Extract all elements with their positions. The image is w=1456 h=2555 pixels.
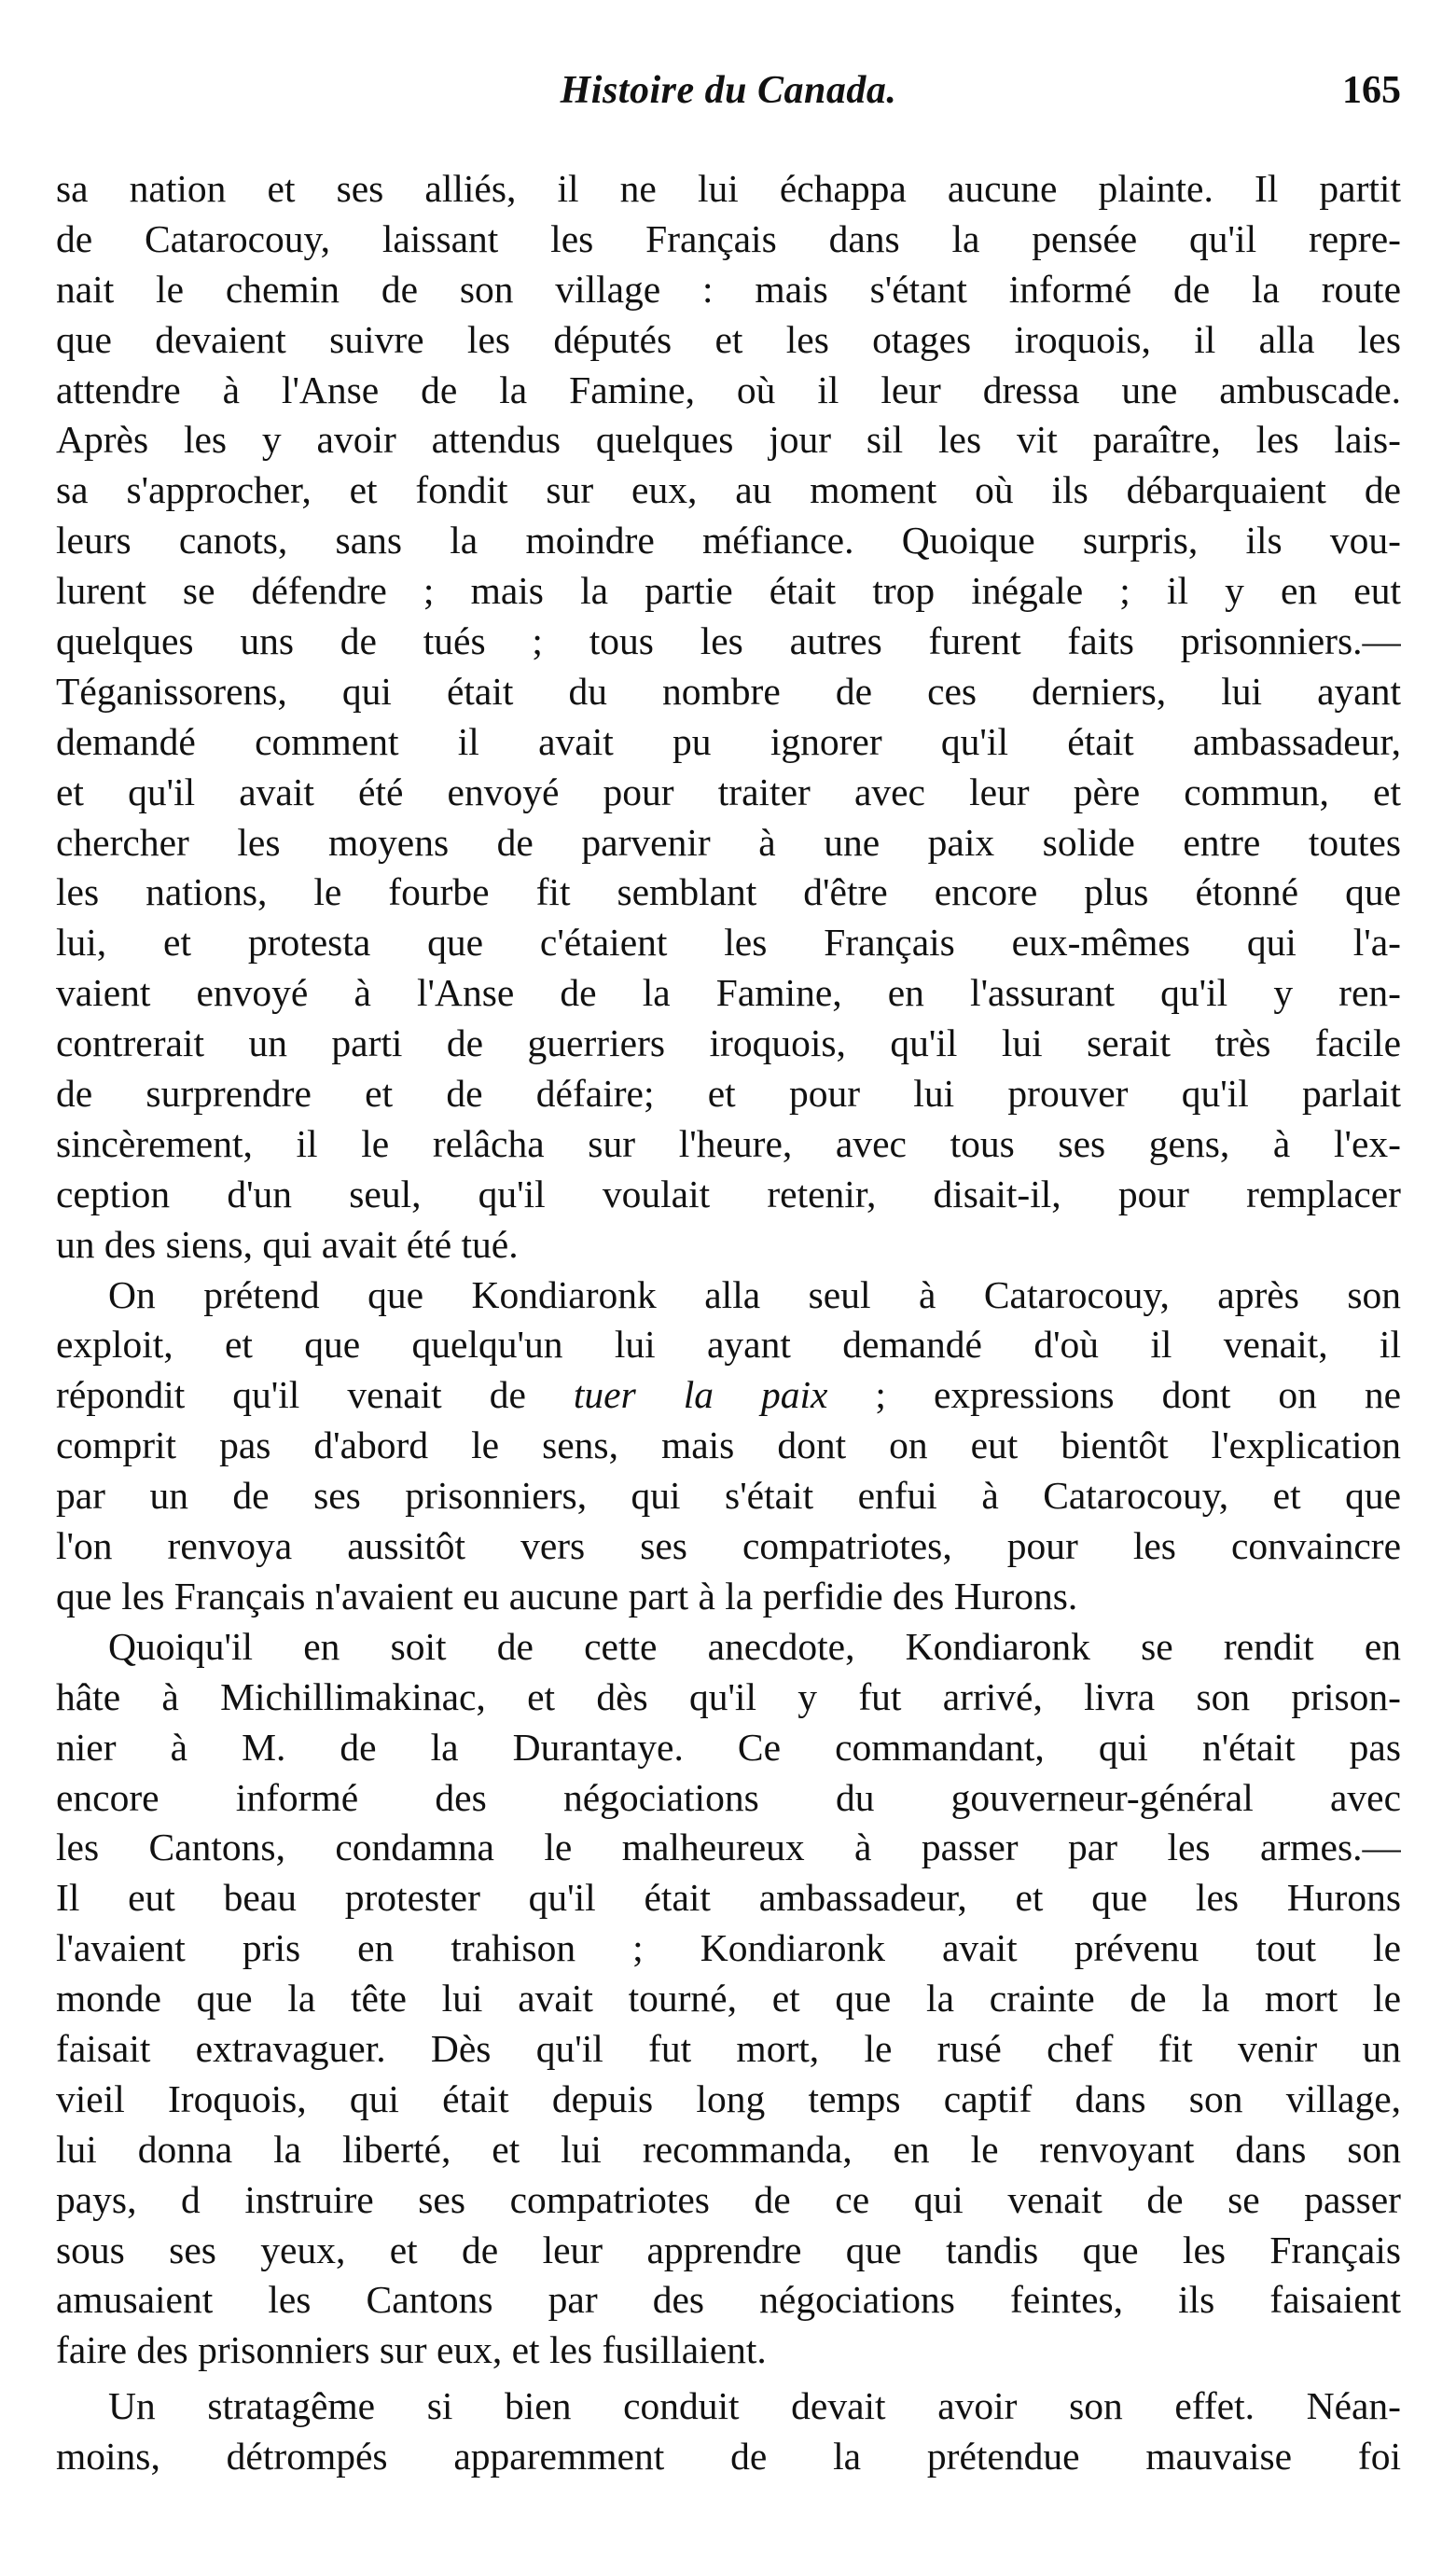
text-line: [56, 1622, 1401, 1673]
text-line-content: faisait extravaguer. Dès qu'il fut mort, le rusé chef fit venir un: [56, 2026, 1401, 2070]
text-line-content: nait le chemin de son village : mais s'étant informé de la route: [56, 267, 1401, 311]
text-line: [56, 2125, 1401, 2175]
running-title: Histoire du Canada.: [560, 69, 897, 112]
text-line-content: sous ses yeux, et de leur apprendre que tandis que les Français: [56, 2228, 1401, 2271]
text-line: [56, 2275, 1401, 2326]
text-line-content: leurs canots, sans la moindre méfiance. Quoique surpris, ils vou-: [56, 519, 1401, 562]
text-line-content: sa nation et ses alliés, il ne lui échappa aucune plainte. Il partit: [56, 167, 1401, 210]
text-line-content: amusaient les Cantons par des négociations feintes, ils faisaient: [56, 2278, 1401, 2322]
text-line-content: lurent se défendre ; mais la partie était trop inégale ; il y en eut: [56, 569, 1401, 613]
text-line: [56, 2175, 1401, 2226]
text-line-content: monde que la tête lui avait tourné, et que la crainte de la mort le: [56, 1977, 1401, 2020]
text-line-content: contrerait un parti de guerriers iroquois, qu'il lui serait très facile: [56, 1021, 1401, 1065]
text-line: [56, 1271, 1401, 1321]
text-line-content: répondit qu'il venait de: [56, 1373, 574, 1417]
text-line-content: Il eut beau protester qu'il était ambassadeur, et que les Hurons: [56, 1876, 1401, 1920]
text-line-content: moins, détrompés apparemment de la prétendue mauvaise foi: [56, 2435, 1401, 2479]
text-line: [56, 2024, 1401, 2075]
text-line: [56, 768, 1401, 818]
text-line-content: On prétend que Kondiaronk alla seul à Catarocouy, après son: [108, 1272, 1401, 1316]
text-line-content: encore informé des négociations du gouverneur-général avec: [56, 1775, 1401, 1819]
text-line: [56, 1119, 1401, 1170]
text-line: [56, 1069, 1401, 1119]
text-line-content: que les Français n'avaient eu aucune part à la perfidie des Hurons.: [56, 1574, 1078, 1618]
text-line: [56, 918, 1401, 968]
text-line: [56, 868, 1401, 918]
text-line: [56, 2432, 1401, 2482]
text-line: [56, 2326, 1401, 2376]
text-line-content: chercher les moyens de parvenir à une paix solide entre toutes: [56, 820, 1401, 864]
text-line-content: Quoiqu'il en soit de cette anecdote, Kondiaronk se rendit en: [108, 1624, 1401, 1668]
text-line: [56, 667, 1401, 717]
text-line: [56, 1220, 1401, 1271]
text-line: [56, 366, 1401, 416]
text-line: [56, 215, 1401, 265]
text-line-content: l'on renvoya aussitôt vers ses compatriotes, pour les convaincre: [56, 1524, 1401, 1568]
text-line-content: ception d'un seul, qu'il voulait retenir, disait-il, pour remplacer: [56, 1172, 1401, 1215]
text-line: [56, 1773, 1401, 1824]
text-line: [56, 566, 1401, 617]
text-line: [56, 1923, 1401, 1974]
text-line-content: faire des prisonniers sur eux, et les fusillaient.: [56, 2328, 767, 2372]
page-number: 165: [1342, 69, 1401, 112]
text-line-content: sincèrement, il le relâcha sur l'heure, avec tous ses gens, à l'ex-: [56, 1121, 1401, 1165]
text-line: [56, 415, 1401, 465]
text-line-content: lui, et protesta que c'étaient les Français eux-mêmes qui l'a-: [56, 921, 1401, 965]
text-line-content: de Catarocouy, laissant les Français dans la pensée qu'il repre-: [56, 216, 1401, 260]
text-line-content: pays, d instruire ses compatriotes de ce qui venait de se passer: [56, 2177, 1401, 2221]
text-line-content: exploit, et que quelqu'un lui ayant demandé d'où il venait, il: [56, 1323, 1401, 1367]
text-line: [56, 1823, 1401, 1873]
italic-phrase: tuer la paix: [573, 1373, 828, 1417]
text-line: [56, 1974, 1401, 2024]
text-line: [56, 2381, 1401, 2432]
text-line: [56, 1572, 1401, 1622]
text-line: [56, 2075, 1401, 2125]
text-line: [56, 315, 1401, 366]
text-line: [56, 818, 1401, 868]
text-line: [56, 2226, 1401, 2276]
text-line-content: Un stratagême si bien conduit devait avoir son effet. Néan-: [108, 2384, 1401, 2428]
text-line-content: sa s'approcher, et fondit sur eux, au moment où ils débarquaient de: [56, 468, 1401, 512]
text-line-content: lui donna la liberté, et lui recommanda, en le renvoyant dans son: [56, 2127, 1401, 2171]
text-line: [56, 265, 1401, 315]
text-line: [56, 1019, 1401, 1069]
text-line: [56, 516, 1401, 566]
text-line-continuation: ; expressions dont on ne: [827, 1373, 1401, 1417]
text-line-content: un des siens, qui avait été tué.: [56, 1222, 519, 1266]
body-text: [56, 164, 1401, 2482]
text-line: [56, 968, 1401, 1019]
text-line: [56, 1471, 1401, 1521]
text-line: [56, 1873, 1401, 1923]
text-line: [56, 1170, 1401, 1220]
text-line-content: par un de ses prisonniers, qui s'était enfui à Catarocouy, et que: [56, 1474, 1401, 1518]
text-line: [56, 1673, 1401, 1723]
text-line: [56, 465, 1401, 516]
text-line-content: Téganissorens, qui était du nombre de ces derniers, lui ayant: [56, 669, 1401, 713]
text-line-content: vieil Iroquois, qui était depuis long temps captif dans son village,: [56, 2076, 1401, 2120]
running-head: [56, 58, 1401, 123]
text-line: [56, 1521, 1401, 1572]
text-line: [56, 1723, 1401, 1773]
text-line-content: demandé comment il avait pu ignorer qu'il était ambassadeur,: [56, 719, 1401, 763]
text-line-content: de surprendre et de défaire; et pour lui prouver qu'il parlait: [56, 1072, 1401, 1116]
text-line-content: que devaient suivre les députés et les otages iroquois, il alla les: [56, 317, 1401, 361]
text-line-content: l'avaient pris en trahison ; Kondiaronk avait prévenu tout le: [56, 1926, 1401, 1970]
text-line: [56, 1421, 1401, 1471]
text-line-content: hâte à Michillimakinac, et dès qu'il y fut arrivé, livra son prison-: [56, 1674, 1401, 1718]
text-line-content: comprit pas d'abord le sens, mais dont on eut bientôt l'explication: [56, 1423, 1401, 1467]
text-line-content: Après les y avoir attendus quelques jour sil les vit paraître, les lais-: [56, 418, 1401, 462]
text-line-content: vaient envoyé à l'Anse de la Famine, en l'assurant qu'il y ren-: [56, 971, 1401, 1015]
text-line-content: nier à M. de la Durantaye. Ce commandant, qui n'était pas: [56, 1725, 1401, 1769]
text-line: [56, 1370, 1401, 1421]
text-line: [56, 617, 1401, 667]
text-line-content: les nations, le fourbe fit semblant d'être encore plus étonné que: [56, 870, 1401, 914]
text-line: [56, 1320, 1401, 1370]
text-line: [56, 717, 1401, 768]
text-line-content: et qu'il avait été envoyé pour traiter avec leur père commun, et: [56, 770, 1401, 813]
text-line-content: quelques uns de tués ; tous les autres furent faits prisonniers.—: [56, 619, 1401, 663]
text-line: [56, 164, 1401, 215]
text-line-content: les Cantons, condamna le malheureux à passer par les armes.—: [56, 1826, 1401, 1869]
text-line-content: attendre à l'Anse de la Famine, où il leur dressa une ambuscade.: [56, 368, 1401, 411]
